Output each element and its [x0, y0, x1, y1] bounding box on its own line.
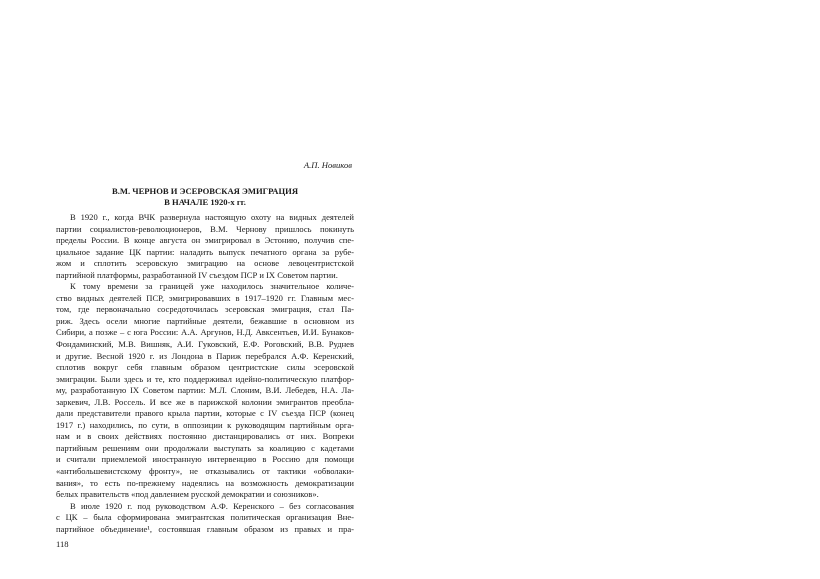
article-title-line-1: В.М. ЧЕРНОВ И ЭСЕРОВСКАЯ ЭМИГРАЦИЯ: [111, 186, 299, 196]
text-line: партийной платформы, разработанной IV съездом ПСР и IX Советом партии.: [56, 269, 338, 280]
text-line: партийным решениям они продолжали выступать за коалицию с кадетами: [56, 442, 354, 453]
text-line: 1917 г.) находились, по сути, в оппозиции к руководящим партийным орга-: [56, 419, 354, 430]
text-line: Сибири, а позже – с юга России: А.А. Аргунов, Н.Д. Авксентьев, И.И. Бунаков-: [56, 327, 354, 338]
text-line: нам и в своих действиях постоянно дистанцировались от них. Вопреки: [56, 431, 354, 442]
text-line: му, разработанную IX Советом партии: М.Л. Слоним, В.И. Лебедев, Н.А. Ла-: [56, 385, 354, 396]
text-line: и другие. Весной 1920 г. из Лондона в Париж перебрался А.Ф. Керенский,: [56, 350, 354, 361]
text-line: белых правительств «под давлением русской демократии и союзников».: [56, 489, 319, 500]
text-line: Фондаминский, М.В. Вишняк, А.И. Гуковский, Е.Ф. Роговский, В.В. Руднев: [56, 339, 354, 350]
text-line: риж. Здесь осели многие партийные деятели, бежавшие в основном из: [56, 315, 354, 326]
article-title-line-2: В НАЧАЛЕ 1920-х гг.: [164, 197, 246, 207]
author-name: А.П. Новиков: [303, 160, 352, 170]
article-body: [56, 212, 354, 535]
text-line: В июле 1920 г. под руководством А.Ф. Керенского – без согласования: [70, 500, 354, 511]
text-line: циальное задание ЦК партии: наладить выпуск печатного органа за рубе-: [56, 246, 354, 257]
text-line: с ЦК – была сформирована эмигрантская политическая организация Вне-: [56, 512, 354, 523]
text-line: заркевич, Л.В. Россель. И все же в парижской колонии эмигрантов преобла-: [56, 396, 354, 407]
text-line: «антибольшевистскому фронту», не отказывались от тактики «обволаки-: [56, 466, 354, 477]
text-line: партии социалистов-революционеров, В.М. Чернову пришлось покинуть: [56, 223, 354, 234]
text-line: дали представители правого крыла партии, которые с IV съезда ПСР (конец: [56, 408, 354, 419]
text-line: ство видных деятелей ПСР, эмигрировавших в 1917–1920 гг. Главным мес-: [56, 292, 354, 303]
article-title: [56, 186, 354, 208]
text-line: и считали приемлемой иностранную интервенцию в Россию для помощи: [56, 454, 354, 465]
text-line: В 1920 г., когда ВЧК развернула настоящую охоту на видных деятелей: [70, 212, 354, 222]
text-line: К тому времени за границей уже находилось значительное количе-: [70, 281, 354, 292]
page-number: 118: [56, 539, 69, 549]
text-line: сплотив вокруг себя главным образом центристские силы эсеровской: [56, 362, 354, 373]
text-line: пределы России. В конце августа он эмигрировал в Эстонию, получив спе-: [56, 235, 354, 246]
text-line: вания», то есть по-прежнему надеялись на возможность демократизации: [56, 477, 354, 488]
text-line: партийное объединение¹, состоявшая главным образом из правых и пра-: [56, 523, 354, 534]
text-line: том, где первоначально сосредоточилась эсеровская эмиграция, стал Па-: [56, 304, 354, 315]
text-line: жом и сплотить эсеровскую эмиграцию на основе левоцентристской: [56, 258, 354, 269]
text-line: эмиграции. Были здесь и те, кто поддерживал идейно-политическую платфор-: [56, 373, 354, 384]
